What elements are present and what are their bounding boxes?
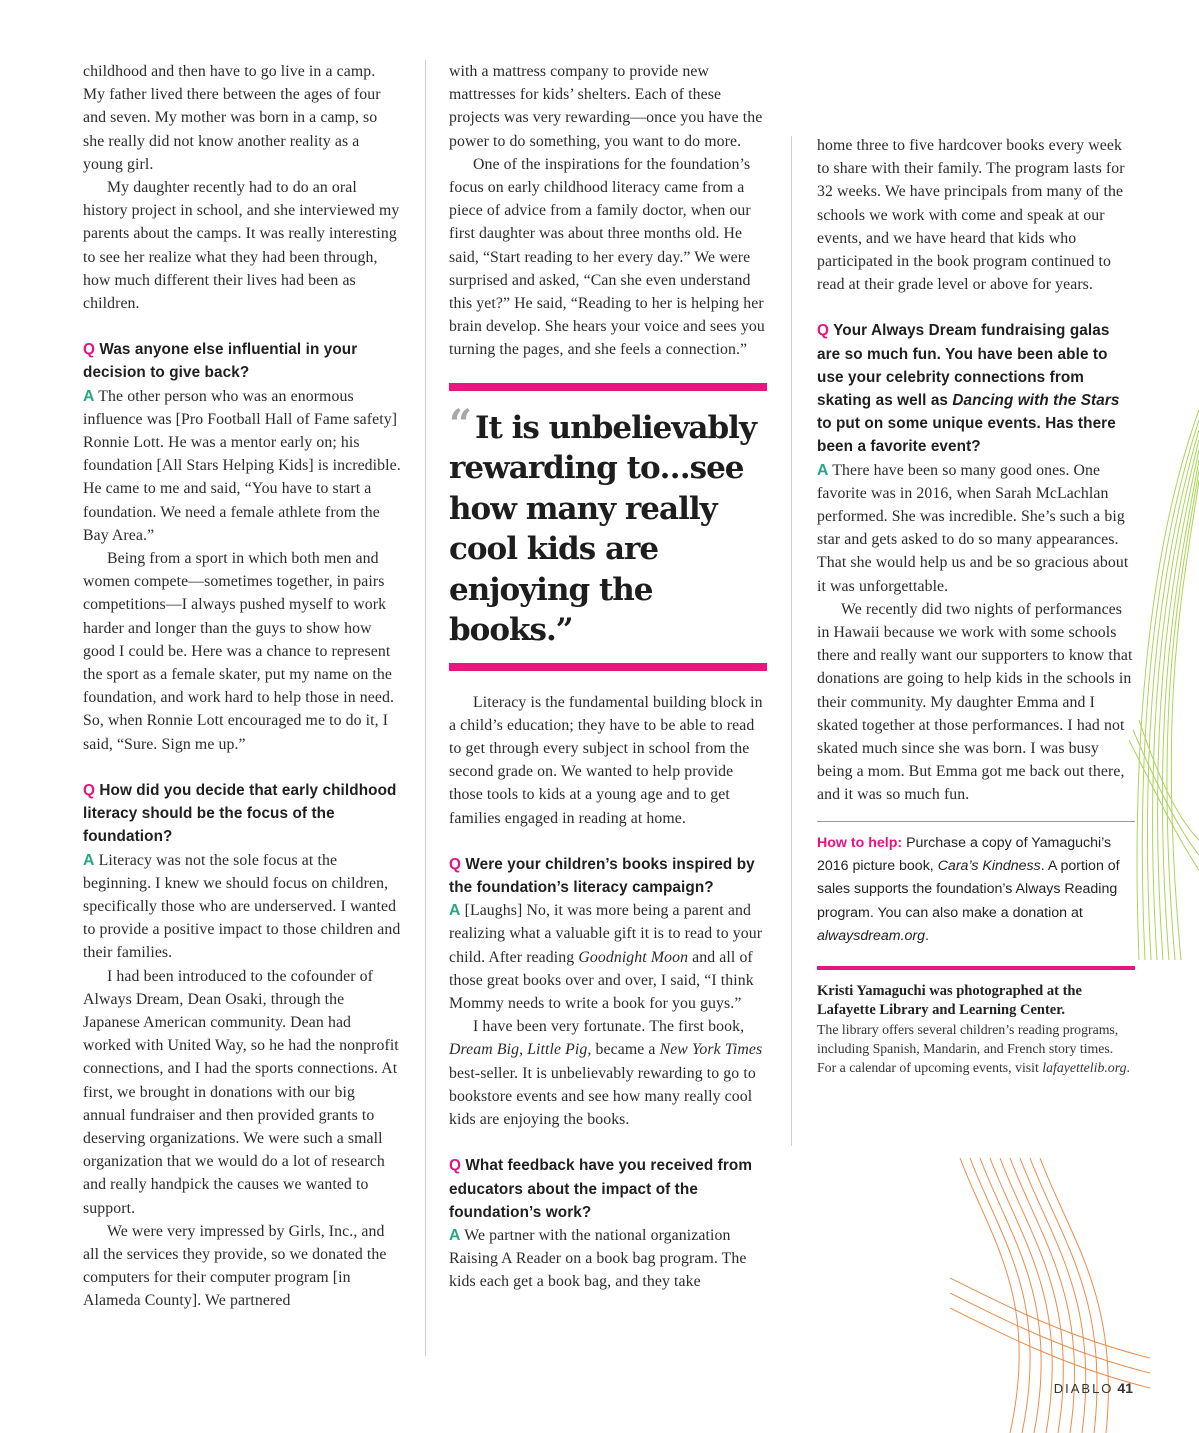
column-3 xyxy=(817,134,1135,1077)
answer xyxy=(83,385,401,547)
book-title: Goodnight Moon xyxy=(578,948,689,966)
column-rule-1 xyxy=(425,60,426,1356)
question-text: Were your children’s books inspired by the foundation’s literacy campaign? xyxy=(449,855,755,897)
answer-text: Literacy was not the sole focus at the beginning. I knew we should focus on children, specifically those who are underserved. I wanted to provide a positive impact to those children and their families. xyxy=(83,851,401,962)
question xyxy=(449,1154,767,1224)
q-label: Q xyxy=(817,322,829,340)
pull-quote xyxy=(449,400,767,651)
q-label: Q xyxy=(83,781,95,799)
q-label: Q xyxy=(449,855,461,873)
magazine-name: DIABLO xyxy=(1053,1381,1114,1396)
pull-quote-bottom-rule xyxy=(449,663,767,671)
paragraph: home three to five hardcover books every week to share with their family. The program lasts for 32 weeks. We have principals from many of the schools we work with come and speak at our events, and we have heard that kids who participated in the book program continued to read at their grade level or above for years. xyxy=(817,137,1125,294)
paragraph: Being from a sport in which both men and women compete—sometimes together, in pairs competitions—I always pushed myself to work harder and longer than the guys to show how good I could be. Here was a chance to represent the sport as a female skater, put my name on the foundation, and work hard to help those in need. So, when Ronnie Lott encouraged me to do it, I said, “Sure. Sign me up.” xyxy=(83,550,395,753)
pull-quote-text: It is unbelievably rewarding to…see how many really cool kids are enjoying the books.” xyxy=(449,409,756,649)
library-link[interactable]: lafayettelib.org xyxy=(1042,1060,1127,1076)
question: Q Your Always Dream fundraising galas are so much fun. You have been able to use your celebrity connections from skating as well as Dancing with the Stars to put on some unique events. Has there been a favorite event? xyxy=(817,322,1120,456)
question xyxy=(449,853,767,899)
donation-link[interactable]: alwaysdream.org xyxy=(817,927,926,944)
a-label: A xyxy=(83,387,95,405)
paragraph: I had been introduced to the cofounder of Always Dream, Dean Osaki, through the Japanese American community. Dean had worked with United Way, so he had the nonprofit connections, and I had the sports connections. At first, we brought in donations with our big annual fundraiser and then provided grants to deserving organizations. We were such a small organization that we would do a lot of research and really handpick the causes we wanted to support. xyxy=(83,967,399,1217)
q-label: Q xyxy=(449,1157,461,1175)
green-curve-decoration xyxy=(1119,400,1199,960)
question xyxy=(83,779,401,849)
show-title: Dancing with the Stars xyxy=(952,392,1120,410)
paragraph: We were very impressed by Girls, Inc., and all the services they provide, so we donated the computers for their computer program [in Alameda County]. We partnered xyxy=(83,1222,387,1310)
publication-title: New York Times xyxy=(659,1041,763,1059)
question-text: How did you decide that early childhood literacy should be the focus of the foundation? xyxy=(83,781,397,846)
paragraph: My daughter recently had to do an oral history project in school, and she interviewed my parents about the camps. It was really interesting to see her realize what they had been through, how much different their lives had been as children. xyxy=(83,179,400,313)
column-1 xyxy=(83,60,401,1313)
photo-caption-body: The library offers several children’s reading programs, including Spanish, Mandarin, and French story times. For a calendar of upcoming events, visit lafayettelib.org. xyxy=(817,1022,1130,1076)
question-text: What feedback have you received from educators about the impact of the foundation’s work? xyxy=(449,1157,753,1221)
pull-quote-top-rule xyxy=(449,383,767,391)
page-footer xyxy=(1054,1380,1133,1396)
how-to-help-box: How to help: Purchase a copy of Yamaguchi’s 2016 picture book, Cara’s Kindness. A portion of sales supports the foundation’s Always Reading program. You can also make a donation at alwaysdream.org. xyxy=(817,834,1120,944)
q-label: Q xyxy=(83,341,95,359)
book-title: Cara’s Kindness xyxy=(937,857,1041,874)
column-2 xyxy=(449,60,767,1294)
paragraph: We recently did two nights of performances in Hawaii because we work with some schools there and really want our supporters to know that donations are going to help kids in the schools in their community. My daughter Emma and I skated together at those performances. I had not skated much since she was born. I was busy being a mom. But Emma got me back out there, and it was so much fun. xyxy=(817,600,1133,804)
photo-caption-title: Kristi Yamaguchi was photographed at the Lafayette Library and Learning Center. xyxy=(817,983,1082,1019)
a-label: A xyxy=(817,461,829,479)
answer-text: We partner with the national organization Raising A Reader on a book bag program. The kids each get a book bag, and they take xyxy=(449,1226,747,1291)
paragraph: I have been very fortunate. The first book, Dream Big, Little Pig, became a New York Times best-seller. It is unbelievably rewarding to go to bookstore events and see how many really cool kids are enjoying the books. xyxy=(449,1018,763,1129)
quote-mark: “ xyxy=(449,400,472,448)
answer-text: There have been so many good ones. One favorite was in 2016, when Sarah McLachlan performed. She was incredible. She’s such a big star and gets asked to do so many appearances. That she would help us and be so gracious about it was unforgettable. xyxy=(817,461,1129,595)
paragraph: One of the inspirations for the foundation’s focus on early childhood literacy came from a piece of advice from a family doctor, when our first daughter was about three months old. He said, “Start reading to her every day.” We were surprised and asked, “Can she even understand this yet?” He said, “Reading to her is helping her brain develop. She hears your voice and sees you turning the pages, and she feels a connection.” xyxy=(449,155,765,359)
page-number: 41 xyxy=(1117,1380,1133,1396)
question-text: Was anyone else influential in your decision to give back? xyxy=(83,341,358,382)
paragraph: with a mattress company to provide new mattresses for kids’ shelters. Each of these projects was very rewarding—once you have the power to do something, you want to do more. xyxy=(449,63,763,150)
answer: A [Laughs] No, it was more being a parent and realizing what a valuable gift it is to read to your child. After reading Goodnight Moon and all of those great books over and over, I said, “I think Mommy needs to write a book for you guys.” xyxy=(449,902,763,1013)
paragraph: Literacy is the fundamental building block in a child’s education; they have to be able to read to get through every subject in school from the second grade on. We wanted to help provide those tools to kids at a young age and to get families engaged in reading at home. xyxy=(449,693,763,827)
a-label: A xyxy=(449,1226,461,1244)
how-to-help-label: How to help: xyxy=(817,834,903,851)
answer xyxy=(449,1224,767,1294)
answer xyxy=(83,849,401,965)
book-title: Dream Big, Little Pig, xyxy=(449,1041,592,1059)
a-label: A xyxy=(83,851,95,869)
column-rule-2 xyxy=(791,136,792,1146)
a-label: A xyxy=(449,902,461,920)
question xyxy=(83,338,401,384)
answer-text: The other person who was an enormous influence was [Pro Football Hall of Fame safety] Ronnie Lott. He was a mentor early on; his foundation [All Stars Helping Kids] is incredible. He came to me and said, “You have to start a foundation. We need a female athlete from the Bay Area.” xyxy=(83,387,401,544)
answer xyxy=(817,459,1135,598)
paragraph: childhood and then have to go live in a camp. My father lived there between the ages of four and seven. My mother was born in a camp, so she really did not know another reality as a young girl. xyxy=(83,63,381,173)
